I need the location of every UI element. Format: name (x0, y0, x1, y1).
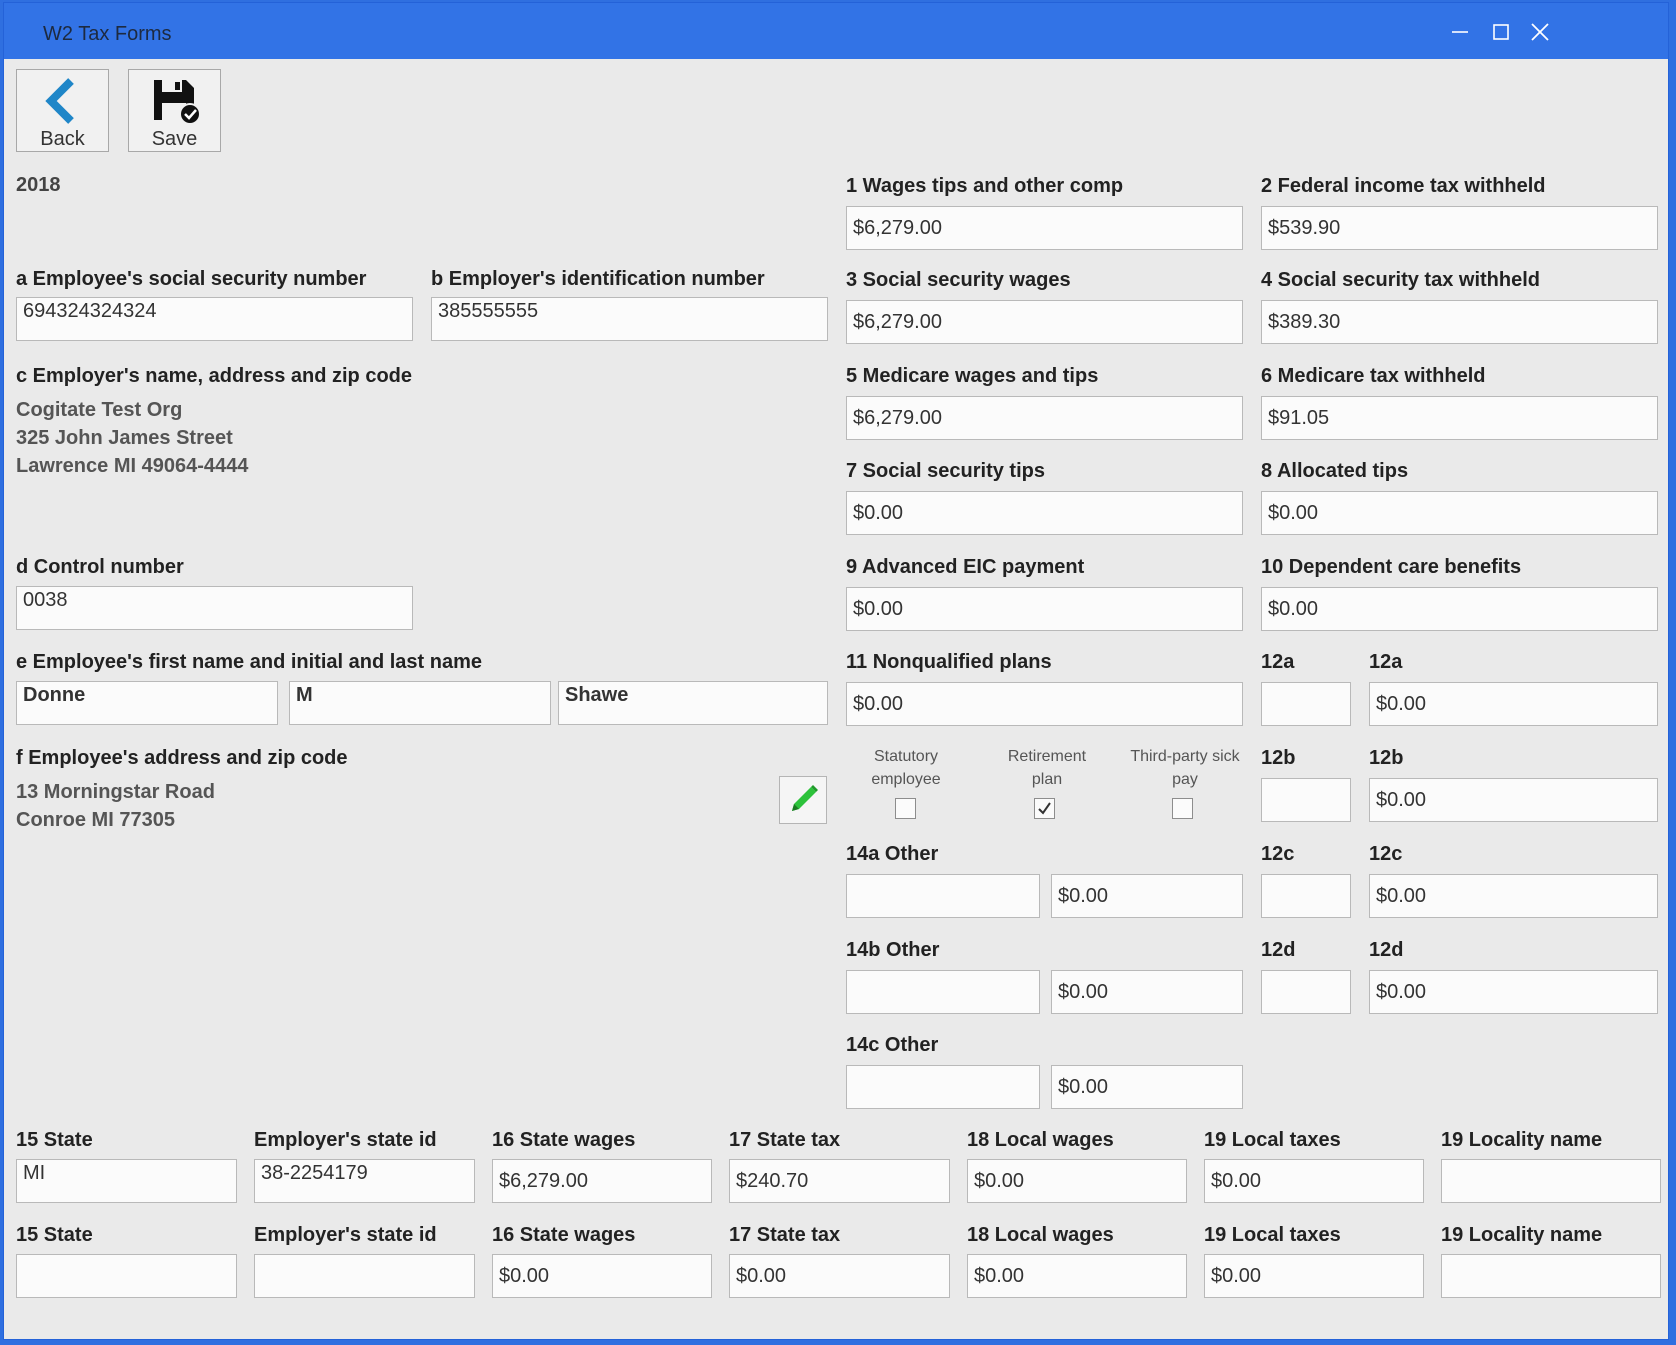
box14b-desc-field[interactable] (846, 970, 1040, 1014)
title-bar (4, 3, 1668, 59)
label-box14a: 14a Other (846, 843, 939, 865)
back-label: Back (40, 128, 85, 150)
edit-address-button[interactable] (779, 776, 827, 824)
label-box12a-code: 12a (1261, 651, 1295, 673)
label-box10: 10 Dependent care benefits (1261, 556, 1522, 578)
box14a-desc-field[interactable] (846, 874, 1040, 918)
state-field-1[interactable]: MI (16, 1159, 237, 1203)
box12c-amount-field[interactable]: $0.00 (1369, 874, 1658, 918)
employee-address (16, 778, 215, 834)
state-wages-field-1[interactable]: $6,279.00 (492, 1159, 712, 1203)
w2-tax-forms-window (3, 2, 1669, 1340)
box12d-amount-field[interactable]: $0.00 (1369, 970, 1658, 1014)
label-state-2: 15 State (16, 1224, 93, 1246)
local-taxes-field-2[interactable]: $0.00 (1204, 1254, 1424, 1298)
tax-year: 2018 (16, 174, 61, 196)
local-wages-field-2[interactable]: $0.00 (967, 1254, 1187, 1298)
retirement-plan-checkbox[interactable] (1034, 798, 1055, 819)
label-box2: 2 Federal income tax withheld (1261, 175, 1546, 197)
first-name-field[interactable]: Donne (16, 681, 278, 725)
label-local-taxes-1: 19 Local taxes (1204, 1129, 1341, 1151)
retirement-plan-label: Retirement plan (1007, 748, 1087, 788)
ein-field[interactable]: 385555555 (431, 297, 828, 341)
label-box11: 11 Nonqualified plans (846, 651, 1052, 673)
employee-street: 13 Morningstar Road (16, 781, 215, 803)
label-state-id-1: Employer's state id (254, 1129, 437, 1151)
box12b-amount-field[interactable]: $0.00 (1369, 778, 1658, 822)
label-box12b-amount: 12b (1369, 747, 1404, 769)
label-c: c Employer's name, address and zip code (16, 365, 413, 387)
state-wages-field-2[interactable]: $0.00 (492, 1254, 712, 1298)
label-b: b Employer's identification number (431, 268, 765, 290)
label-state-tax-2: 17 State tax (729, 1224, 841, 1246)
label-local-wages-2: 18 Local wages (967, 1224, 1114, 1246)
save-button[interactable] (128, 69, 221, 152)
label-box14b: 14b Other (846, 939, 940, 961)
label-a: a Employee's social security number (16, 268, 367, 290)
label-box4: 4 Social security tax withheld (1261, 269, 1540, 291)
floppy-disk-check-icon (150, 76, 202, 126)
box14a-amount-field[interactable]: $0.00 (1051, 874, 1243, 918)
employer-city: Lawrence MI 49064-4444 (16, 455, 249, 477)
box12b-code-field[interactable] (1261, 778, 1351, 822)
initial-field[interactable]: M (289, 681, 551, 725)
employer-street: 325 John James Street (16, 427, 233, 449)
state-id-field-1[interactable]: 38-2254179 (254, 1159, 475, 1203)
state-id-field-2[interactable] (254, 1254, 475, 1298)
box12a-code-field[interactable] (1261, 682, 1351, 726)
box12c-code-field[interactable] (1261, 874, 1351, 918)
maximize-icon[interactable] (1486, 17, 1516, 47)
third-party-sick-pay-label: Third-party sick pay (1130, 748, 1240, 788)
state-tax-field-1[interactable]: $240.70 (729, 1159, 950, 1203)
label-box12d-code: 12d (1261, 939, 1296, 961)
label-locality-2: 19 Locality name (1441, 1224, 1603, 1246)
box4-field[interactable]: $389.30 (1261, 300, 1658, 344)
state-field-2[interactable] (16, 1254, 237, 1298)
label-box9: 9 Advanced EIC payment (846, 556, 1085, 578)
label-box12b-code: 12b (1261, 747, 1296, 769)
label-box14c: 14c Other (846, 1034, 939, 1056)
label-box5: 5 Medicare wages and tips (846, 365, 1099, 387)
label-box3: 3 Social security wages (846, 269, 1071, 291)
chevron-left-icon (38, 76, 88, 126)
control-number-field[interactable]: 0038 (16, 586, 413, 630)
label-box12a-amount: 12a (1369, 651, 1403, 673)
box12d-code-field[interactable] (1261, 970, 1351, 1014)
box10-field[interactable]: $0.00 (1261, 587, 1658, 631)
label-box12c-amount: 12c (1369, 843, 1403, 865)
box9-field[interactable]: $0.00 (846, 587, 1243, 631)
label-box1: 1 Wages tips and other comp (846, 175, 1124, 197)
label-state-wages-1: 16 State wages (492, 1129, 636, 1151)
ssn-field[interactable]: 694324324324 (16, 297, 413, 341)
local-wages-field-1[interactable]: $0.00 (967, 1159, 1187, 1203)
state-tax-field-2[interactable]: $0.00 (729, 1254, 950, 1298)
back-button[interactable] (16, 69, 109, 152)
box14c-amount-field[interactable]: $0.00 (1051, 1065, 1243, 1109)
label-box12c-code: 12c (1261, 843, 1295, 865)
box3-field[interactable]: $6,279.00 (846, 300, 1243, 344)
label-local-wages-1: 18 Local wages (967, 1129, 1114, 1151)
box14b-amount-field[interactable]: $0.00 (1051, 970, 1243, 1014)
label-state-1: 15 State (16, 1129, 93, 1151)
label-e: e Employee's first name and initial and last name (16, 651, 483, 673)
third-party-sick-pay-checkbox[interactable] (1172, 798, 1193, 819)
checkmark-icon (1036, 800, 1053, 817)
employee-city: Conroe MI 77305 (16, 809, 175, 831)
label-local-taxes-2: 19 Local taxes (1204, 1224, 1341, 1246)
window-title: W2 Tax Forms (43, 23, 172, 45)
statutory-employee-label: Statutory employee (871, 748, 941, 788)
locality-field-1[interactable] (1441, 1159, 1661, 1203)
pencil-icon (780, 777, 826, 823)
label-d: d Control number (16, 556, 184, 578)
box5-field[interactable]: $6,279.00 (846, 396, 1243, 440)
label-box8: 8 Allocated tips (1261, 460, 1409, 482)
box14c-desc-field[interactable] (846, 1065, 1040, 1109)
label-state-tax-1: 17 State tax (729, 1129, 841, 1151)
employer-address (16, 396, 248, 480)
box11-field[interactable]: $0.00 (846, 682, 1243, 726)
local-taxes-field-1[interactable]: $0.00 (1204, 1159, 1424, 1203)
label-state-wages-2: 16 State wages (492, 1224, 636, 1246)
employer-name: Cogitate Test Org (16, 399, 183, 421)
statutory-employee-checkbox[interactable] (895, 798, 916, 819)
label-locality-1: 19 Locality name (1441, 1129, 1603, 1151)
label-box6: 6 Medicare tax withheld (1261, 365, 1486, 387)
last-name-field[interactable]: Shawe (558, 681, 828, 725)
save-label: Save (151, 128, 198, 150)
box7-field[interactable]: $0.00 (846, 491, 1243, 535)
box1-field[interactable]: $6,279.00 (846, 206, 1243, 250)
box6-field[interactable]: $91.05 (1261, 396, 1658, 440)
label-box7: 7 Social security tips (846, 460, 1045, 482)
box8-field[interactable]: $0.00 (1261, 491, 1658, 535)
box2-field[interactable]: $539.90 (1261, 206, 1658, 250)
label-f: f Employee's address and zip code (16, 747, 348, 769)
minimize-icon[interactable] (1445, 17, 1475, 47)
label-state-id-2: Employer's state id (254, 1224, 437, 1246)
close-icon[interactable] (1525, 17, 1555, 47)
locality-field-2[interactable] (1441, 1254, 1661, 1298)
label-box12d-amount: 12d (1369, 939, 1404, 961)
box12a-amount-field[interactable]: $0.00 (1369, 682, 1658, 726)
